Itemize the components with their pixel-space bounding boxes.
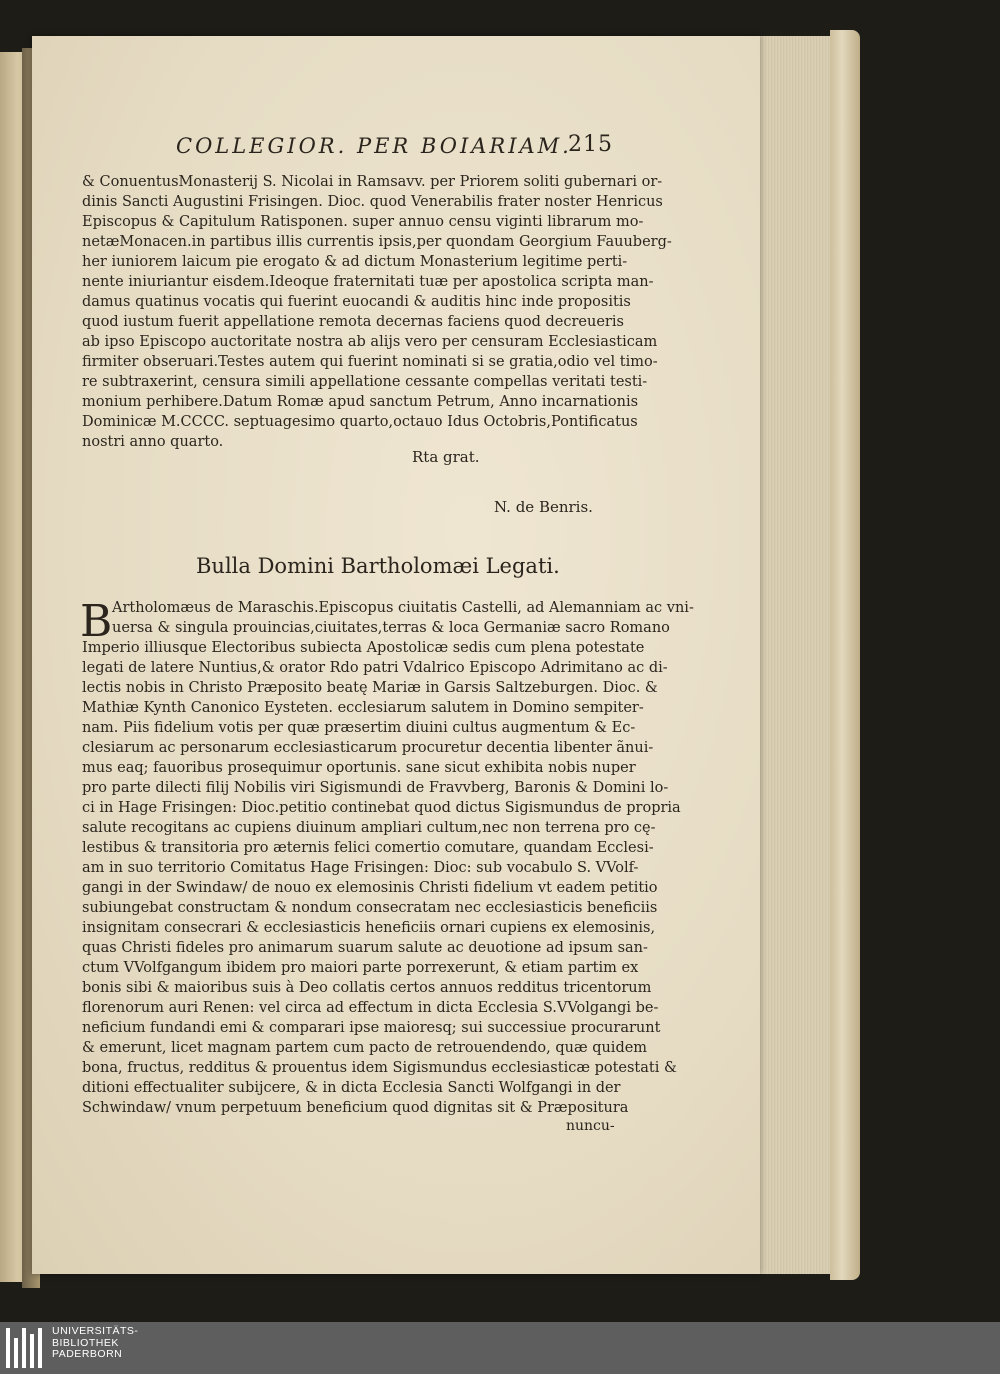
body-line: ditioni effectualiter subijcere, & in dicta Ecclesia Sancti Wolfgangi in der bbox=[82, 1080, 621, 1096]
signature-grat: Rta grat. bbox=[412, 448, 480, 466]
body-line: nam. Piis fidelium votis per quæ præsertim diuini cultus augmentum & Ec- bbox=[82, 720, 636, 736]
running-title: COLLEGIOR. PER BOIARIAM. bbox=[176, 134, 572, 158]
text-line: Dominicæ M.CCCC. septuagesimo quarto,octauo Idus Octobris,Pontificatus bbox=[82, 414, 638, 430]
body-line: legati de latere Nuntius,& orator Rdo patri Vdalrico Episcopo Adrimitano ac di- bbox=[82, 660, 668, 676]
text-line: monium perhibere.Datum Romæ apud sanctum Petrum, Anno incarnationis bbox=[82, 394, 639, 410]
body-line: ci in Hage Frisingen: Dioc.petitio continebat quod dictus Sigismundus de propria bbox=[82, 800, 681, 816]
body-line: mus eaq; fauoribus prosequimur oportunis. sane sicut exhibita nobis nuper bbox=[82, 760, 636, 776]
body-line: bona, fructus, redditus & prouentus idem Sigismundus ecclesiasticæ potestati & bbox=[82, 1060, 677, 1076]
body-line: insignitam consecrari & ecclesiasticis heneficiis ornari cupiens ex elemosinis, bbox=[82, 920, 656, 936]
body-line: am in suo territorio Comitatus Hage Frisingen: Dioc: sub vocabulo S. VVolf- bbox=[82, 860, 639, 876]
signature-name: N. de Benris. bbox=[494, 498, 593, 516]
catchword: nuncu- bbox=[566, 1118, 615, 1134]
library-name-line: UNIVERSITÄTS- bbox=[52, 1325, 139, 1337]
body-line: & emerunt, licet magnam partem cum pacto de retrouendendo, quæ quidem bbox=[82, 1040, 648, 1056]
library-name-line: PADERBORN bbox=[52, 1348, 123, 1360]
body-line: florenorum auri Renen: vel circa ad effectum in dicta Ecclesia S.VVolgangi be- bbox=[82, 1000, 659, 1016]
text-line: damus quatinus vocatis qui fuerint euocandi & auditis hinc inde propositis bbox=[82, 294, 631, 310]
body-line: ctum VVolfgangum ibidem pro maiori parte porrexerunt, & etiam partim ex bbox=[82, 960, 639, 976]
body-line: clesiarum ac personarum ecclesiasticarum procuretur decentia libenter ãnui- bbox=[82, 740, 654, 756]
text-line: Episcopus & Capitulum Ratisponen. super annuo censu viginti librarum mo- bbox=[82, 214, 644, 230]
text-line: quod iustum fuerit appellatione remota decernas faciens quod decreueris bbox=[82, 314, 624, 330]
section-heading: Bulla Domini Bartholomæi Legati. bbox=[196, 554, 560, 578]
text-line: ab ipso Episcopo auctoritate nostra ab alijs vero per censuram Ecclesiasticam bbox=[82, 334, 658, 350]
text-line: firmiter obseruari.Testes autem qui fuerint nominati si se gratia,odio vel timo- bbox=[82, 354, 658, 370]
body-line: salute recogitans ac cupiens diuinum ampliari cultum,nec non terrena pro cę- bbox=[82, 820, 656, 836]
book-cover-edge bbox=[830, 30, 860, 1280]
text-line: nente iniuriantur eisdem.Ideoque fraternitati tuæ per apostolica scripta man- bbox=[82, 274, 654, 290]
body-line: lectis nobis in Christo Præposito beatę Mariæ in Garsis Saltzeburgen. Dioc. & bbox=[82, 680, 658, 696]
text-line: her iuniorem laicum pie erogato & ad dictum Monasterium legitime perti- bbox=[82, 254, 628, 270]
page-fore-edge bbox=[758, 36, 839, 1274]
body-line: bonis sibi & maioribus suis à Deo collatis certos annuos redditus tricentorum bbox=[82, 980, 652, 996]
text-line: netæMonacen.in partibus illis currentis ipsis,per quondam Georgium Fauuberg- bbox=[82, 234, 672, 250]
body-line: gangi in der Swindaw/ de nouo ex elemosinis Christi fidelium vt eadem petitio bbox=[82, 880, 658, 896]
running-head bbox=[176, 134, 616, 164]
body-line: quas Christi fideles pro animarum suarum salute ac deuotione ad ipsum san- bbox=[82, 940, 648, 956]
body-line: pro parte dilecti filij Nobilis viri Sigismundi de Fravvberg, Baronis & Domini lo- bbox=[82, 780, 669, 796]
body-line: neficium fundandi emi & comparari ipse maioresq; sui successiue procurarunt bbox=[82, 1020, 661, 1036]
body-line: Mathiæ Kynth Canonico Eysteten. ecclesiarum salutem in Domino sempiter- bbox=[82, 700, 644, 716]
text-line: nostri anno quarto. bbox=[82, 434, 224, 450]
body-line: uersa & singula prouincias,ciuitates,terras & loca Germaniæ sacro Romano bbox=[112, 620, 670, 636]
library-footer bbox=[0, 1322, 1000, 1374]
body-line: Artholomæus de Maraschis.Episcopus ciuitatis Castelli, ad Alemanniam ac vni- bbox=[112, 600, 694, 616]
body-line: lestibus & transitoria pro æternis felici comertio comutare, quandam Ecclesi- bbox=[82, 840, 654, 856]
text-line: & ConuentusMonasterij S. Nicolai in Ramsavv. per Priorem soliti gubernari or- bbox=[82, 174, 663, 190]
body-line: Schwindaw/ vnum perpetuum beneficium quod dignitas sit & Præpositura bbox=[82, 1100, 629, 1116]
library-name bbox=[52, 1326, 138, 1361]
library-logo-icon bbox=[6, 1328, 42, 1368]
text-line: dinis Sancti Augustini Frisingen. Dioc. quod Venerabilis frater noster Henricus bbox=[82, 194, 663, 210]
drop-cap: B bbox=[80, 596, 113, 647]
text-line: re subtraxerint, censura simili appellatione cessante compellas veritati testi- bbox=[82, 374, 648, 390]
library-name-line: BIBLIOTHEK bbox=[52, 1336, 119, 1349]
page-number: 215 bbox=[568, 132, 613, 157]
body-line: subiungebat constructam & nondum consecratam nec ecclesiasticis beneficiis bbox=[82, 900, 658, 916]
body-line: Imperio illiusque Electoribus subiecta Apostolicæ sedis cum plena potestate bbox=[82, 640, 645, 656]
